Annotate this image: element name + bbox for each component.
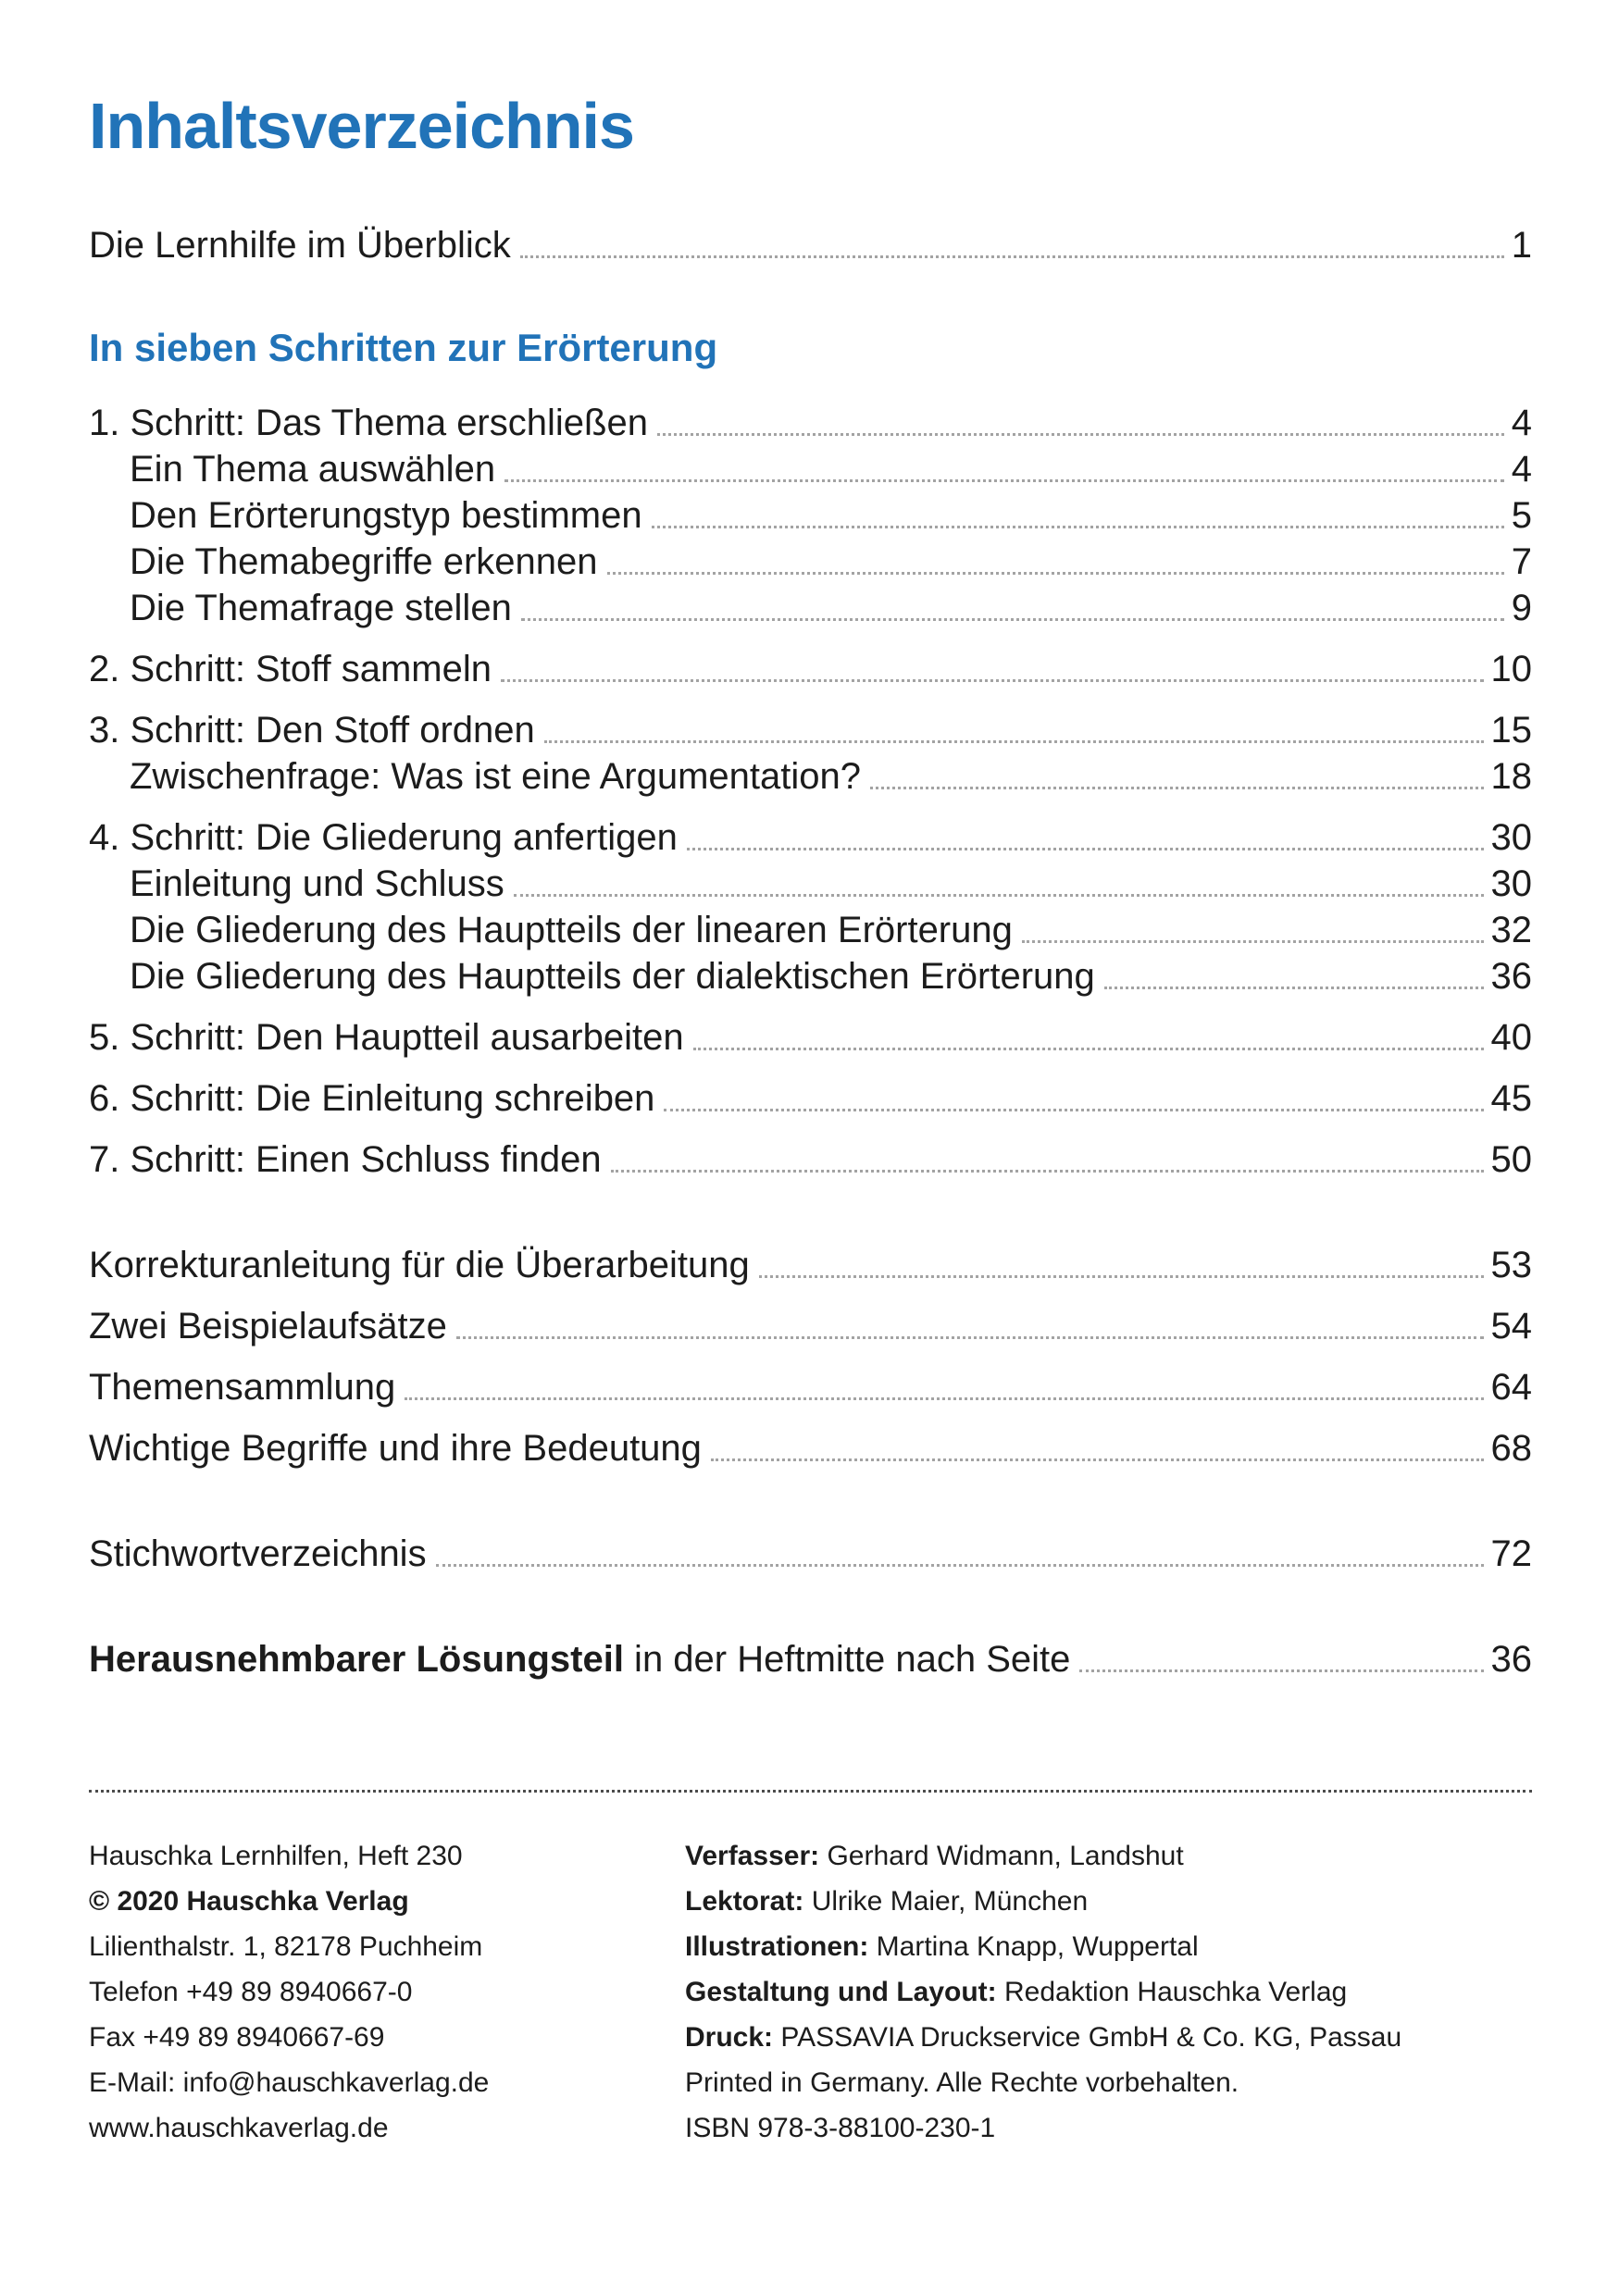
toc-entry-page-number: 50 [1490, 1138, 1532, 1180]
page-title: Inhaltsverzeichnis [89, 90, 634, 162]
toc-entry-page-number: 54 [1490, 1305, 1532, 1347]
toc-group [89, 1362, 1532, 1409]
toc-group [89, 813, 1532, 998]
toc-entry-page-number: 30 [1490, 863, 1532, 904]
toc-group [89, 1135, 1532, 1181]
imprint-footer [89, 1833, 1532, 2151]
toc-group [89, 1074, 1532, 1120]
toc-entry-page-number: 1 [1511, 224, 1532, 266]
toc-list [89, 220, 1532, 1681]
toc-entry-label: Stichwortverzeichnis [89, 1533, 427, 1574]
dot-leader [504, 479, 1504, 482]
dot-leader [759, 1275, 1484, 1278]
toc-entry-label: Zwischenfrage: Was ist eine Argumentation? [130, 755, 862, 797]
toc-entry [89, 1135, 1532, 1181]
imprint-line: www.hauschkaverlag.de [89, 2112, 389, 2143]
imprint-line: Lektorat: Ulrike Maier, München [685, 1885, 1089, 1917]
toc-entry [89, 1362, 1532, 1409]
toc-entry-label: 5. Schritt: Den Hauptteil ausarbeiten [89, 1016, 684, 1058]
dot-leader [664, 1109, 1483, 1111]
toc-entry-page-number: 53 [1490, 1244, 1532, 1285]
toc-entry-label: 2. Schritt: Stoff sammeln [89, 648, 492, 689]
toc-entry-page-number: 10 [1490, 648, 1532, 689]
toc-entry-page-number: 4 [1511, 402, 1532, 443]
dot-leader [514, 894, 1484, 897]
toc-entry-label: 7. Schritt: Einen Schluss finden [89, 1138, 602, 1180]
toc-entry [89, 1240, 1532, 1286]
toc-block [89, 1240, 1532, 1470]
toc-entry-page-number: 18 [1490, 755, 1532, 797]
toc-entry-label: 1. Schritt: Das Thema erschließen [89, 402, 648, 443]
toc-entry-label: Einleitung und Schluss [130, 863, 504, 904]
dot-leader [693, 1048, 1484, 1050]
imprint-line: © 2020 Hauschka Verlag [89, 1885, 409, 1917]
imprint-line: ISBN 978-3-88100-230-1 [685, 2112, 996, 2143]
dot-leader [521, 618, 1504, 621]
toc-entry-page-number: 9 [1511, 587, 1532, 628]
toc-entry [89, 583, 1532, 629]
toc-entry [89, 537, 1532, 583]
imprint-line: Illustrationen: Martina Knapp, Wuppertal [685, 1930, 1199, 1962]
imprint-line: Lilienthalstr. 1, 82178 Puchheim [89, 1930, 483, 1962]
toc-entry [89, 905, 1532, 951]
toc-section-heading: In sieben Schritten zur Erörterung [89, 325, 718, 369]
footer-divider [89, 1790, 1532, 1793]
dot-leader [1022, 940, 1484, 943]
imprint-line: Printed in Germany. Alle Rechte vorbehalten. [685, 2066, 1239, 2098]
imprint-left-column [89, 1833, 685, 2151]
dot-leader [501, 679, 1484, 682]
imprint-line: Gestaltung und Layout: Redaktion Hauschka Verlag [685, 1976, 1348, 2007]
toc-entry [89, 220, 1532, 267]
toc-group [89, 1529, 1532, 1575]
toc-entry-label: Den Erörterungstyp bestimmen [130, 494, 642, 536]
toc-group [89, 220, 1532, 267]
toc-group [89, 1634, 1532, 1681]
toc-entry [89, 1074, 1532, 1120]
toc-entry-page-number: 72 [1490, 1533, 1532, 1574]
imprint-line: E-Mail: info@hauschkaverlag.de [89, 2066, 490, 2098]
toc-group [89, 1423, 1532, 1470]
toc-entry-page-number: 36 [1490, 1638, 1532, 1680]
toc-group [89, 1240, 1532, 1286]
imprint-line: Hauschka Lernhilfen, Heft 230 [89, 1840, 463, 1871]
toc-entry-label: Ein Thema auswählen [130, 448, 496, 490]
toc-entry-page-number: 45 [1490, 1077, 1532, 1119]
toc-block [89, 220, 1532, 267]
toc-entry [89, 1634, 1532, 1681]
toc-entry [89, 398, 1532, 444]
imprint-line: Fax +49 89 8940667-69 [89, 2021, 385, 2053]
dot-leader [1104, 987, 1484, 989]
dot-leader [652, 526, 1504, 528]
toc-entry-label: Die Gliederung des Hauptteils der dialektischen Erörterung [130, 955, 1095, 997]
toc-block [89, 326, 1532, 1181]
dot-leader [544, 740, 1484, 743]
dot-leader [687, 848, 1484, 850]
toc-entry-label: 6. Schritt: Die Einleitung schreiben [89, 1077, 655, 1119]
imprint-line: Telefon +49 89 8940667-0 [89, 1976, 413, 2007]
dot-leader [436, 1564, 1484, 1567]
toc-entry [89, 444, 1532, 490]
toc-entry-label: Korrekturanleitung für die Überarbeitung [89, 1244, 750, 1285]
toc-entry [89, 1529, 1532, 1575]
imprint-line: Verfasser: Gerhard Widmann, Landshut [685, 1840, 1184, 1871]
dot-leader [520, 255, 1504, 258]
dot-leader [1079, 1669, 1483, 1672]
toc-group [89, 644, 1532, 690]
toc-entry [89, 1012, 1532, 1059]
toc-entry-page-number: 4 [1511, 448, 1532, 490]
dot-leader [611, 1170, 1484, 1173]
dot-leader [607, 572, 1504, 575]
toc-entry [89, 859, 1532, 905]
toc-group [89, 398, 1532, 629]
toc-entry-page-number: 30 [1490, 816, 1532, 858]
toc-entry-page-number: 7 [1511, 540, 1532, 582]
toc-entry-page-number: 64 [1490, 1366, 1532, 1408]
dot-leader [657, 433, 1504, 436]
dot-leader [405, 1397, 1483, 1400]
toc-block [89, 1634, 1532, 1681]
toc-entry-label: 3. Schritt: Den Stoff ordnen [89, 709, 535, 751]
toc-entry-label: Die Lernhilfe im Überblick [89, 224, 511, 266]
dot-leader [711, 1458, 1484, 1461]
toc-entry-label: Wichtige Begriffe und ihre Bedeutung [89, 1427, 702, 1469]
toc-entry-page-number: 40 [1490, 1016, 1532, 1058]
toc-entry-page-number: 15 [1490, 709, 1532, 751]
toc-block [89, 1529, 1532, 1575]
toc-entry-page-number: 36 [1490, 955, 1532, 997]
toc-entry-label: Die Themabegriffe erkennen [130, 540, 598, 582]
toc-entry [89, 490, 1532, 537]
imprint-line: Druck: PASSAVIA Druckservice GmbH & Co. KG, Passau [685, 2021, 1402, 2053]
toc-group [89, 1012, 1532, 1059]
toc-entry-label: 4. Schritt: Die Gliederung anfertigen [89, 816, 678, 858]
toc-entry-label: Die Gliederung des Hauptteils der linearen Erörterung [130, 909, 1013, 950]
dot-leader [870, 787, 1483, 789]
toc-entry [89, 751, 1532, 798]
toc-entry [89, 813, 1532, 859]
toc-entry [89, 1301, 1532, 1347]
toc-group [89, 705, 1532, 798]
toc-entry [89, 1423, 1532, 1470]
imprint-right-column [685, 1833, 1532, 2151]
toc-entry [89, 644, 1532, 690]
toc-entry-label: Die Themafrage stellen [130, 587, 512, 628]
toc-entry-label: Zwei Beispielaufsätze [89, 1305, 447, 1347]
toc-entry-page-number: 5 [1511, 494, 1532, 536]
toc-group [89, 1301, 1532, 1347]
toc-entry-page-number: 32 [1490, 909, 1532, 950]
toc-entry-page-number: 68 [1490, 1427, 1532, 1469]
toc-entry-label: Herausnehmbarer Lösungsteil in der Heftmitte nach Seite [89, 1638, 1071, 1680]
dot-leader [456, 1336, 1484, 1339]
toc-entry [89, 705, 1532, 751]
toc-entry [89, 951, 1532, 998]
toc-entry-label: Themensammlung [89, 1366, 396, 1408]
